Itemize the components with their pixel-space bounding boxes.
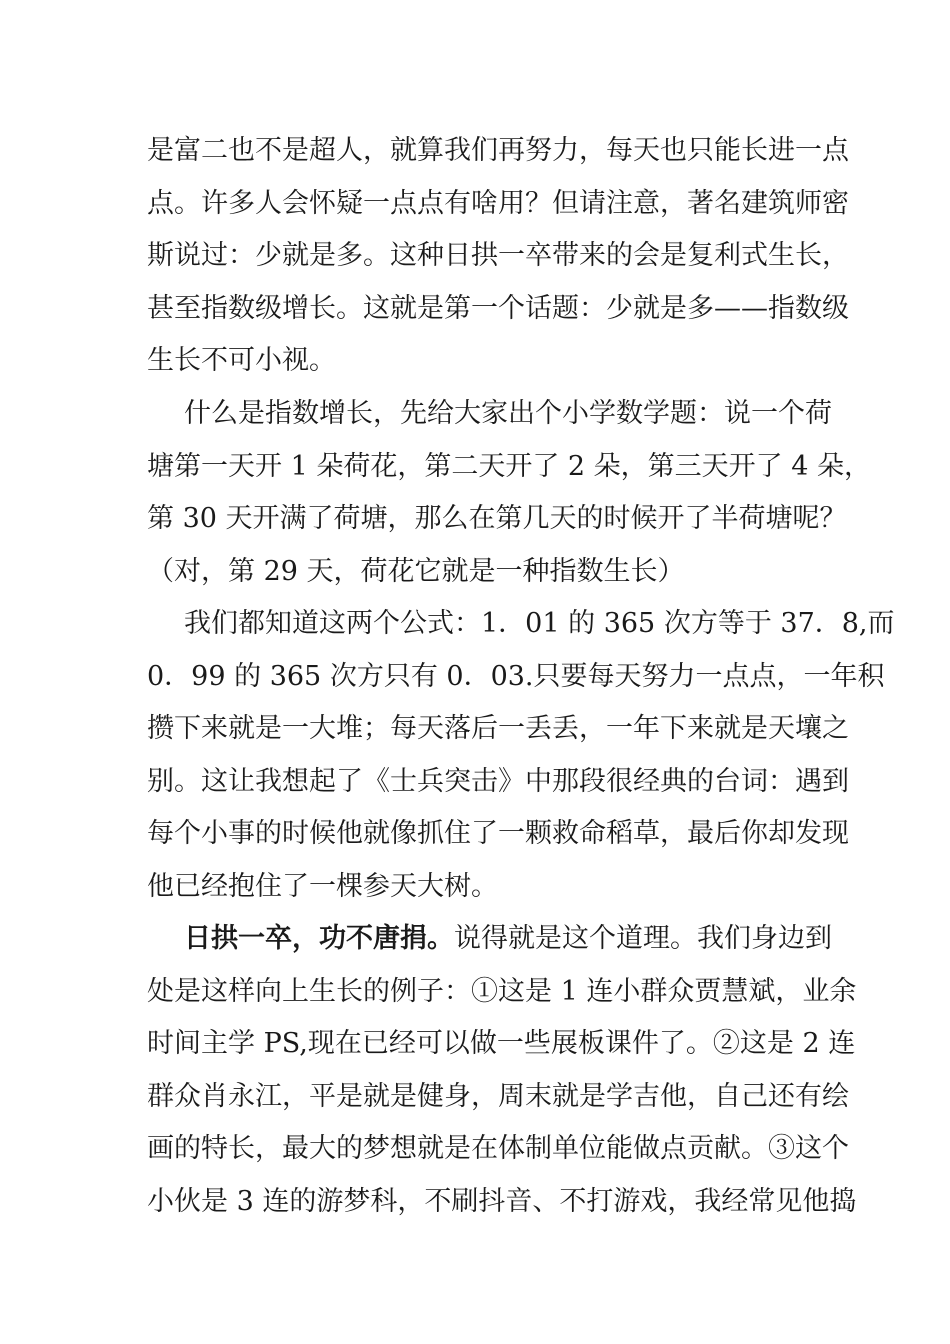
text-line: 是富二也不是超人，就算我们再努力，每天也只能长进一点	[147, 135, 849, 166]
text-line: 攒下来就是一大堆；每天落后一丢丢，一年下来就是天壤之	[147, 713, 849, 745]
text-line-rest: 说得就是这个道理。我们身边到	[454, 923, 832, 954]
text-line: 斯说过：少就是多。这种日拱一卒带来的会是复利式生长，	[147, 240, 849, 272]
text-line: 他已经抱住了一棵参天大树。	[147, 870, 498, 902]
text-line: 我们都知道这两个公式：1．01 的 365 次方等于 37．8,而	[184, 608, 895, 639]
text-line: 点。许多人会怀疑一点点有啥用？但请注意，著名建筑师密	[147, 187, 849, 219]
text-line: 什么是指数增长，先给大家出个小学数学题：说一个荷	[184, 398, 832, 429]
paragraph-1	[147, 125, 849, 388]
text-line: 群众肖永江，平是就是健身，周末就是学吉他，自己还有绘	[147, 1080, 849, 1112]
text-line: 生长不可小视。	[147, 345, 336, 377]
paragraph-3	[147, 598, 895, 914]
text-line: 画的特长，最大的梦想就是在体制单位能做点贡献。③这个	[147, 1133, 849, 1165]
text-line: 甚至指数级增长。这就是第一个话题：少就是多——指数级	[147, 292, 849, 324]
text-line: 小伙是 3 连的游梦科，不刷抖音、不打游戏，我经常见他捣	[147, 1185, 857, 1217]
text-line: 塘第一天开 1 朵荷花，第二天开了 2 朵，第三天开了 4 朵，	[147, 450, 872, 482]
text-line: 时间主学 PS,现在已经可以做一些展板课件了。②这是 2 连	[147, 1028, 856, 1060]
text-line: 每个小事的时候他就像抓住了一颗救命稻草，最后你却发现	[147, 818, 849, 850]
text-line: 别。这让我想起了《士兵突击》中那段很经典的台词：遇到	[147, 765, 849, 797]
paragraph-4	[147, 913, 857, 1229]
text-line: 0．99 的 365 次方只有 0．03.只要每天努力一点点，一年积	[147, 660, 885, 692]
paragraph-2	[147, 388, 872, 598]
text-line	[147, 913, 832, 966]
text-line: 第 30 天开满了荷塘，那么在第几天的时候开了半荷塘呢？	[147, 503, 847, 535]
bold-lead: 日拱一卒，功不唐捐。	[184, 923, 454, 954]
text-line: （对，第 29 天，荷花它就是一种指数生长）	[147, 555, 685, 587]
text-line: 处是这样向上生长的例子：①这是 1 连小群众贾慧斌，业余	[147, 975, 857, 1007]
